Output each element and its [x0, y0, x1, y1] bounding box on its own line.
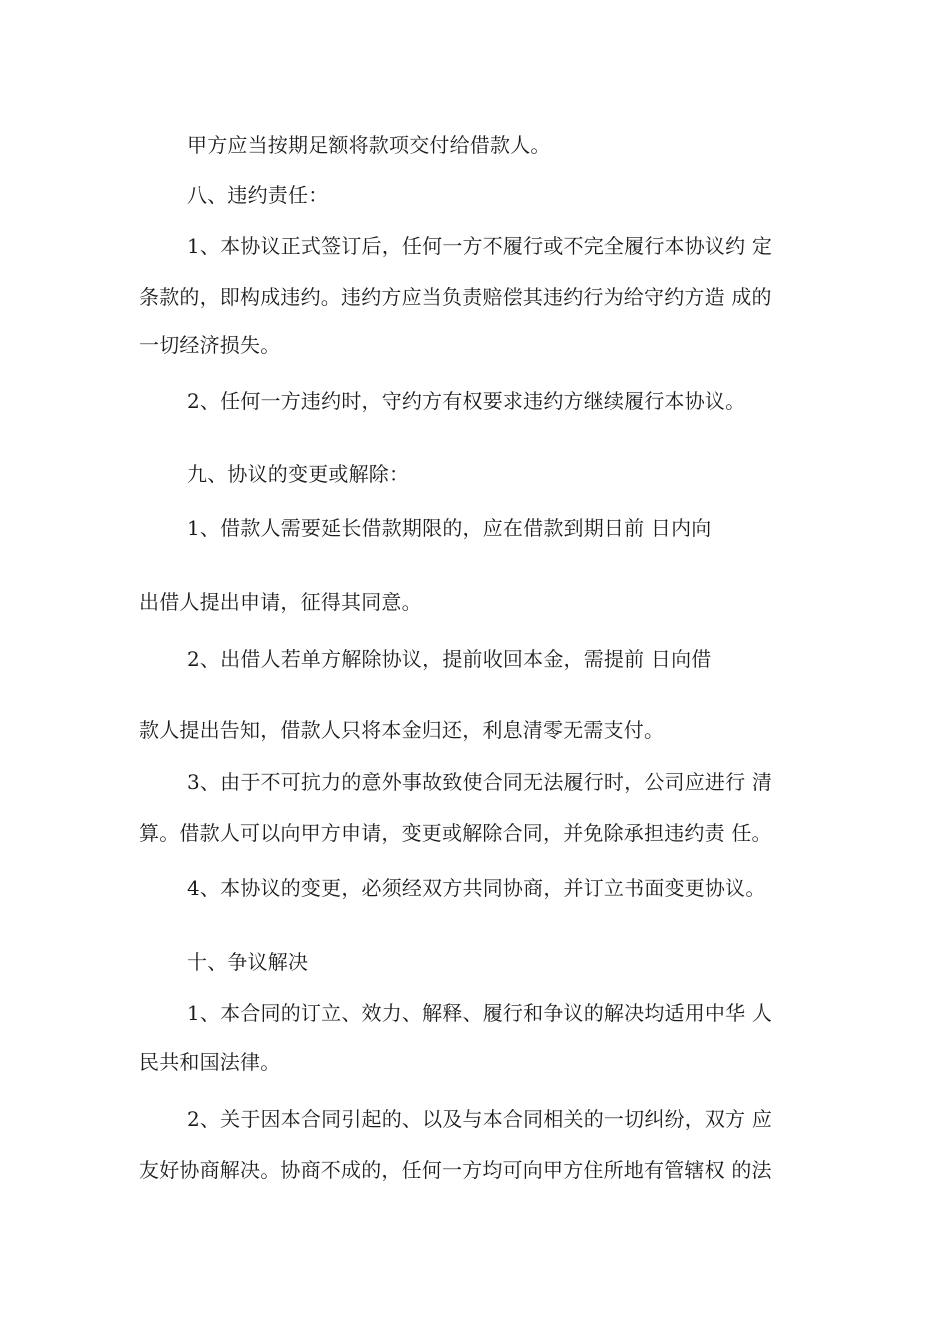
section-heading: 九、协议的变更或解除：	[187, 462, 410, 486]
text-line: 算。借款人可以向甲方申请，变更或解除合同，并免除承担违约责 任。	[139, 821, 772, 845]
text-line: 出借人提出申请，征得其同意。	[139, 590, 422, 614]
text-line: 3、由于不可抗力的意外事故致使合同无法履行时，公司应进行 清	[187, 770, 773, 794]
text-line: 甲方应当按期足额将款项交付给借款人。	[187, 133, 551, 157]
section-heading: 八、违约责任：	[187, 183, 329, 207]
text-line: 民共和国法律。	[139, 1050, 281, 1074]
text-line: 款人提出告知，借款人只将本金归还，利息清零无需支付。	[139, 718, 665, 742]
text-line: 1、本合同的订立、效力、解释、履行和争议的解决均适用中华 人	[187, 1001, 773, 1025]
text-line: 2、任何一方违约时，守约方有权要求违约方继续履行本协议。	[187, 389, 746, 413]
text-line: 2、关于因本合同引起的、以及与本合同相关的一切纠纷，双方 应	[187, 1107, 773, 1131]
text-line: 友好协商解决。协商不成的，任何一方均可向甲方住所地有管辖权 的法	[139, 1158, 772, 1182]
section-heading: 十、争议解决	[187, 950, 309, 974]
text-line: 1、本协议正式签订后，任何一方不履行或不完全履行本协议约 定	[187, 234, 773, 258]
text-line: 条款的，即构成违约。违约方应当负责赔偿其违约行为给守约方造 成的	[139, 285, 772, 309]
text-line: 2、出借人若单方解除协议，提前收回本金，需提前 日向借	[187, 647, 712, 671]
text-line: 4、本协议的变更，必须经双方共同协商，并订立书面变更协议。	[187, 876, 766, 900]
text-line: 1、借款人需要延长借款期限的，应在借款到期日前 日内向	[187, 516, 712, 540]
text-line: 一切经济损失。	[139, 333, 281, 357]
